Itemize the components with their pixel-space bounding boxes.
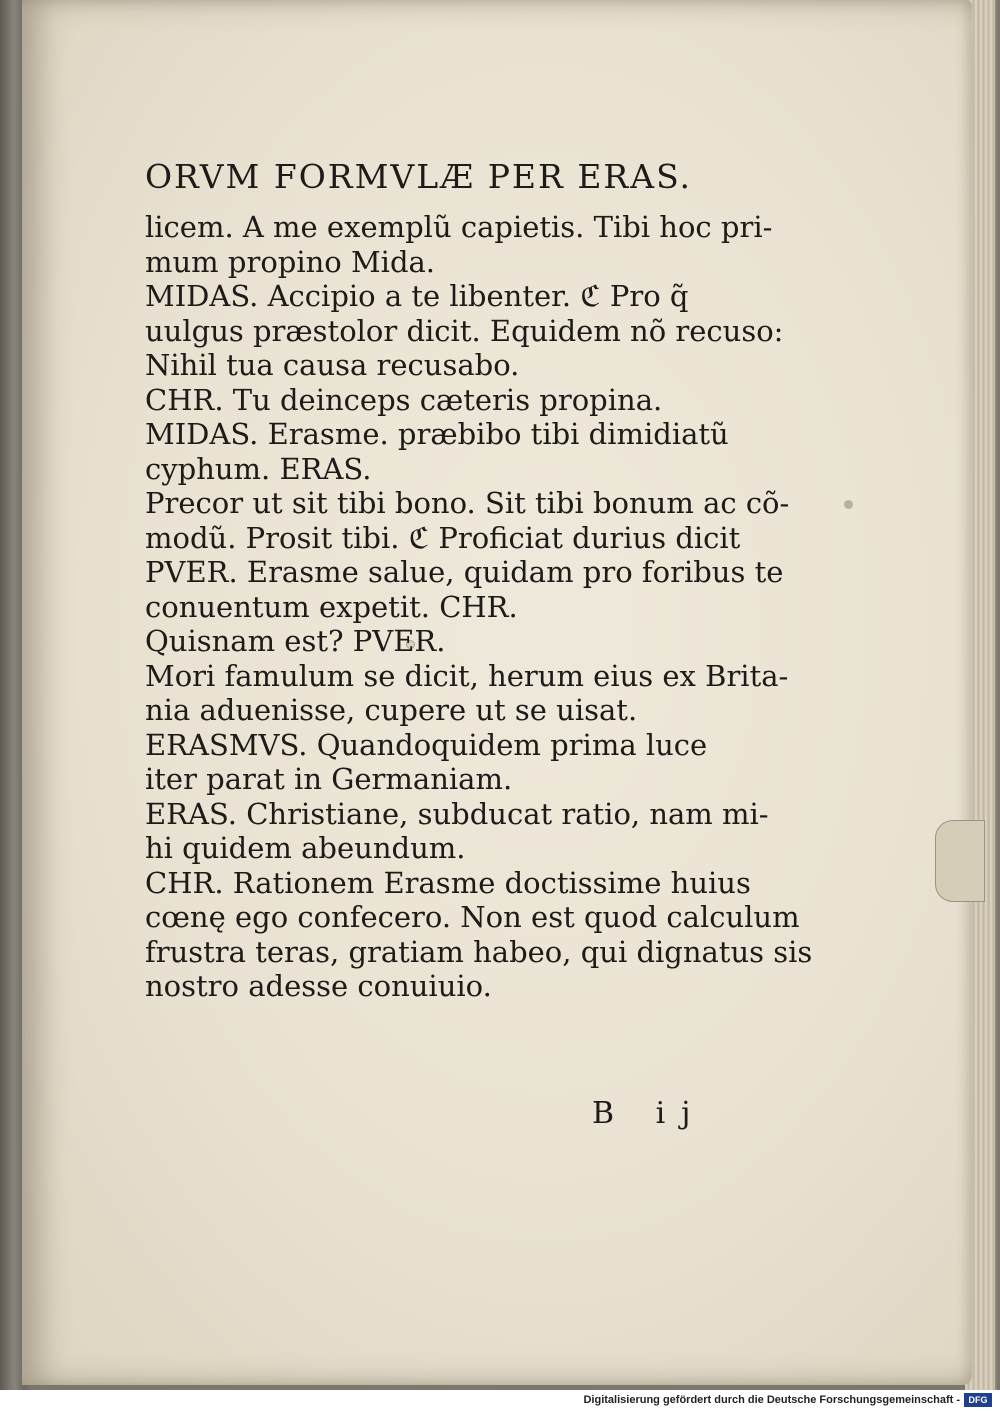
text-line: iter parat in Germaniam. [145,762,513,796]
text-line: frustra teras, gratiam habeo, qui dignatus sis [145,934,813,969]
text-line: uulgus præstolor dicit. Equidem nõ recuso: [145,313,784,348]
page-text [145,157,813,1004]
footer-bar [0,1390,1000,1411]
dfg-logo: DFG [964,1393,992,1407]
text-line: cœnę ego confecero. Non est quod calculum [145,900,800,934]
text-line: conuentum expetit. CHR. [145,589,518,624]
text-line: cyphum. ERAS. [145,451,372,486]
text-line: Mori famulum se dicit, herum eius ex Brita- [145,658,789,693]
text-line: ERASMVS. Quandoquidem prima luce [145,727,708,762]
text-line: hi quidem abeundum. [145,831,466,865]
text-line: MIDAS. Accipio a te libenter. ℭ Pro q̃ [145,279,689,313]
running-head: ORVM FORMVLÆ PER ERAS. [145,157,693,196]
text-line: Precor ut sit tibi bono. Sit tibi bonum ac cõ- [145,486,790,520]
text-line: CHR. Tu deinceps cæteris propina. [145,382,663,417]
text-line: nostro adesse conuiuio. [145,969,492,1003]
text-line: licem. A me exemplũ capietis. Tibi hoc pri- [145,210,773,244]
paper-spot [844,500,853,509]
text-line: ERAS. Christiane, subducat ratio, nam mi- [145,796,769,831]
text-line: CHR. Rationem Erasme doctissime huius [145,865,751,900]
text-line: PVER. Erasme salue, quidam pro foribus te [145,555,784,589]
text-line: modũ. Prosit tibi. ℭ Proficiat durius dicit [145,520,741,555]
text-line: nia aduenisse, cupere ut se uisat. [145,693,638,727]
text-line: MIDAS. Erasme. præbibo tibi dimidiatũ [145,417,729,451]
page-tab [935,820,985,902]
text-line: Nihil tua causa recusabo. [145,348,520,382]
text-line: Quisnam est? PVER. [145,624,446,658]
text-line: mum propino Mida. [145,244,436,279]
signature-mark: B ij [592,1096,707,1131]
footer-credit: Digitalisierung gefördert durch die Deutsche Forschungsgemeinschaft - [583,1394,960,1406]
